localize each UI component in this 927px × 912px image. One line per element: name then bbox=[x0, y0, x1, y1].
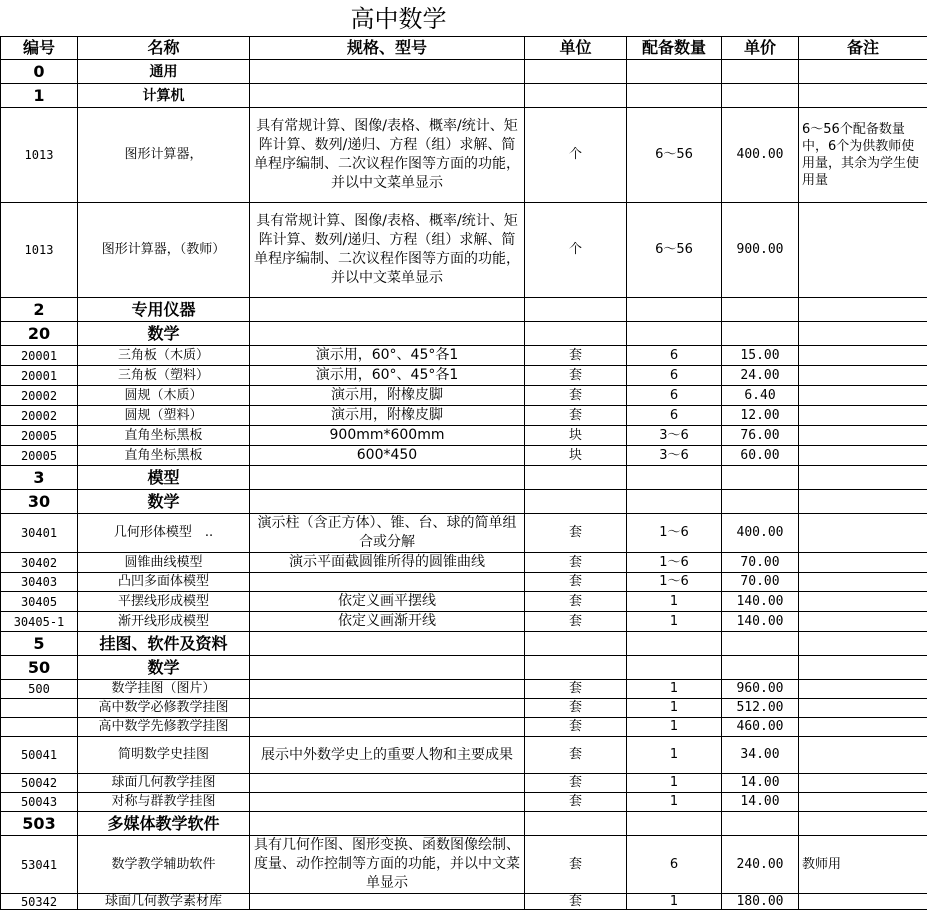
table-row bbox=[1, 553, 927, 573]
item-unit: 套 bbox=[525, 836, 627, 894]
item-qty: 6 bbox=[627, 406, 722, 426]
item-code: 20001 bbox=[1, 366, 78, 386]
item-unit: 个 bbox=[525, 203, 627, 298]
item-note bbox=[799, 680, 927, 699]
item-name: 图形计算器， bbox=[78, 108, 250, 203]
item-unit: 套 bbox=[525, 573, 627, 592]
item-note bbox=[799, 737, 927, 774]
table-row bbox=[1, 366, 927, 386]
item-code: 1013 bbox=[1, 108, 78, 203]
item-name: 数学教学辅助软件 bbox=[78, 836, 250, 894]
item-code: 20001 bbox=[1, 346, 78, 366]
item-code: 500 bbox=[1, 680, 78, 699]
item-qty: 1～6 bbox=[627, 553, 722, 573]
item-name: 简明数学史挂图 bbox=[78, 737, 250, 774]
sheet-title: 高中数学 bbox=[350, 5, 447, 33]
empty-cell bbox=[525, 60, 627, 84]
item-code bbox=[1, 718, 78, 737]
item-spec: 展示中外数学史上的重要人物和主要成果 bbox=[250, 737, 525, 774]
item-unit: 套 bbox=[525, 774, 627, 793]
empty-cell bbox=[525, 322, 627, 346]
item-code: 50043 bbox=[1, 793, 78, 812]
equipment-table bbox=[0, 36, 927, 910]
item-name: 渐开线形成模型 bbox=[78, 612, 250, 632]
item-qty: 6 bbox=[627, 836, 722, 894]
section-row bbox=[1, 490, 927, 514]
item-name: 图形计算器，（教师） bbox=[78, 203, 250, 298]
table-row bbox=[1, 592, 927, 612]
item-spec: 依定义画平摆线 bbox=[250, 592, 525, 612]
item-code: 50041 bbox=[1, 737, 78, 774]
section-row bbox=[1, 322, 927, 346]
empty-cell bbox=[799, 490, 927, 514]
item-code: 1013 bbox=[1, 203, 78, 298]
item-name: 三角板（木质） bbox=[78, 346, 250, 366]
item-qty: 1 bbox=[627, 592, 722, 612]
table-row bbox=[1, 680, 927, 699]
item-price: 240.00 bbox=[722, 836, 799, 894]
empty-cell bbox=[525, 656, 627, 680]
item-code: 30401 bbox=[1, 514, 78, 553]
section-name: 数学 bbox=[78, 656, 250, 680]
empty-cell bbox=[525, 632, 627, 656]
item-name: 高中数学必修教学挂图 bbox=[78, 699, 250, 718]
item-note bbox=[799, 426, 927, 446]
section-code: 30 bbox=[1, 490, 78, 514]
section-name: 通用 bbox=[78, 60, 250, 84]
empty-cell bbox=[250, 466, 525, 490]
empty-cell bbox=[250, 632, 525, 656]
item-name: 直角坐标黑板 bbox=[78, 426, 250, 446]
table-row bbox=[1, 386, 927, 406]
item-qty: 1 bbox=[627, 737, 722, 774]
table-row bbox=[1, 894, 927, 910]
item-unit: 个 bbox=[525, 108, 627, 203]
item-name: 几何形体模型 .. bbox=[78, 514, 250, 553]
item-price: 140.00 bbox=[722, 612, 799, 632]
table-row bbox=[1, 699, 927, 718]
item-spec: 900mm*600mm bbox=[250, 426, 525, 446]
empty-cell bbox=[627, 656, 722, 680]
item-code: 30405-1 bbox=[1, 612, 78, 632]
item-unit: 块 bbox=[525, 446, 627, 466]
item-qty: 1～6 bbox=[627, 573, 722, 592]
item-note bbox=[799, 894, 927, 910]
item-note bbox=[799, 612, 927, 632]
empty-cell bbox=[722, 84, 799, 108]
item-spec bbox=[250, 774, 525, 793]
item-note bbox=[799, 446, 927, 466]
empty-cell bbox=[627, 60, 722, 84]
section-code: 0 bbox=[1, 60, 78, 84]
item-code: 20002 bbox=[1, 386, 78, 406]
section-code: 5 bbox=[1, 632, 78, 656]
item-price: 70.00 bbox=[722, 553, 799, 573]
table-row bbox=[1, 406, 927, 426]
table-row bbox=[1, 446, 927, 466]
section-row bbox=[1, 298, 927, 322]
table-row bbox=[1, 203, 927, 298]
section-code: 20 bbox=[1, 322, 78, 346]
table-row bbox=[1, 737, 927, 774]
section-name: 专用仪器 bbox=[78, 298, 250, 322]
empty-cell bbox=[627, 466, 722, 490]
section-row bbox=[1, 466, 927, 490]
item-spec bbox=[250, 680, 525, 699]
item-code bbox=[1, 699, 78, 718]
item-note bbox=[799, 406, 927, 426]
item-note bbox=[799, 699, 927, 718]
item-price: 140.00 bbox=[722, 592, 799, 612]
item-price: 6.40 bbox=[722, 386, 799, 406]
item-spec: 具有几何作图、图形变换、函数图像绘制、度量、动作控制等方面的功能，并以中文菜单显示 bbox=[250, 836, 525, 894]
empty-cell bbox=[627, 84, 722, 108]
empty-cell bbox=[250, 298, 525, 322]
table-row bbox=[1, 718, 927, 737]
empty-cell bbox=[799, 84, 927, 108]
item-name: 球面几何教学素材库 bbox=[78, 894, 250, 910]
section-code: 3 bbox=[1, 466, 78, 490]
section-row bbox=[1, 656, 927, 680]
item-name: 圆规（木质） bbox=[78, 386, 250, 406]
item-qty: 6～56 bbox=[627, 108, 722, 203]
item-code: 30403 bbox=[1, 573, 78, 592]
section-code: 2 bbox=[1, 298, 78, 322]
empty-cell bbox=[799, 60, 927, 84]
item-price: 460.00 bbox=[722, 718, 799, 737]
item-note bbox=[799, 718, 927, 737]
item-spec: 演示用，附橡皮脚 bbox=[250, 406, 525, 426]
item-unit: 套 bbox=[525, 718, 627, 737]
item-note bbox=[799, 366, 927, 386]
table-row bbox=[1, 836, 927, 894]
table-row bbox=[1, 108, 927, 203]
empty-cell bbox=[627, 298, 722, 322]
item-qty: 1 bbox=[627, 894, 722, 910]
empty-cell bbox=[250, 490, 525, 514]
item-unit: 块 bbox=[525, 426, 627, 446]
item-name: 对称与群教学挂图 bbox=[78, 793, 250, 812]
item-unit: 套 bbox=[525, 386, 627, 406]
item-price: 512.00 bbox=[722, 699, 799, 718]
empty-cell bbox=[799, 632, 927, 656]
empty-cell bbox=[722, 298, 799, 322]
section-code: 503 bbox=[1, 812, 78, 836]
empty-cell bbox=[627, 490, 722, 514]
empty-cell bbox=[627, 812, 722, 836]
table-row bbox=[1, 612, 927, 632]
item-note bbox=[799, 514, 927, 553]
section-code: 50 bbox=[1, 656, 78, 680]
section-name: 多媒体教学软件 bbox=[78, 812, 250, 836]
item-price: 34.00 bbox=[722, 737, 799, 774]
empty-cell bbox=[525, 84, 627, 108]
header-code: 编号 bbox=[1, 37, 78, 60]
item-name: 高中数学先修教学挂图 bbox=[78, 718, 250, 737]
item-qty: 3～6 bbox=[627, 426, 722, 446]
item-spec: 600*450 bbox=[250, 446, 525, 466]
item-name: 三角板（塑料） bbox=[78, 366, 250, 386]
item-spec: 演示用，60°、45°各1 bbox=[250, 366, 525, 386]
item-price: 180.00 bbox=[722, 894, 799, 910]
item-unit: 套 bbox=[525, 793, 627, 812]
item-unit: 套 bbox=[525, 699, 627, 718]
item-price: 76.00 bbox=[722, 426, 799, 446]
header-spec: 规格、型号 bbox=[250, 37, 525, 60]
empty-cell bbox=[627, 322, 722, 346]
header-name: 名称 bbox=[78, 37, 250, 60]
section-name: 模型 bbox=[78, 466, 250, 490]
item-spec: 演示用，60°、45°各1 bbox=[250, 346, 525, 366]
item-price: 12.00 bbox=[722, 406, 799, 426]
item-spec bbox=[250, 699, 525, 718]
item-spec bbox=[250, 573, 525, 592]
item-unit: 套 bbox=[525, 737, 627, 774]
item-price: 400.00 bbox=[722, 514, 799, 553]
item-note bbox=[799, 774, 927, 793]
item-qty: 3～6 bbox=[627, 446, 722, 466]
item-qty: 6 bbox=[627, 386, 722, 406]
empty-cell bbox=[722, 490, 799, 514]
header-price: 单价 bbox=[722, 37, 799, 60]
item-qty: 1 bbox=[627, 774, 722, 793]
empty-cell bbox=[250, 656, 525, 680]
item-spec bbox=[250, 718, 525, 737]
item-note bbox=[799, 386, 927, 406]
table-row bbox=[1, 346, 927, 366]
header-note: 备注 bbox=[799, 37, 927, 60]
item-price: 14.00 bbox=[722, 774, 799, 793]
table-row bbox=[1, 573, 927, 592]
item-unit: 套 bbox=[525, 612, 627, 632]
section-name: 数学 bbox=[78, 322, 250, 346]
section-name: 挂图、软件及资料 bbox=[78, 632, 250, 656]
item-qty: 6～56 bbox=[627, 203, 722, 298]
item-qty: 6 bbox=[627, 366, 722, 386]
item-code: 20005 bbox=[1, 426, 78, 446]
item-note: 教师用 bbox=[799, 836, 927, 894]
item-price: 960.00 bbox=[722, 680, 799, 699]
empty-cell bbox=[627, 632, 722, 656]
section-row bbox=[1, 632, 927, 656]
item-note bbox=[799, 793, 927, 812]
section-row bbox=[1, 84, 927, 108]
item-spec: 演示柱（含正方体）、锥、台、球的简单组合或分解 bbox=[250, 514, 525, 553]
empty-cell bbox=[799, 322, 927, 346]
item-unit: 套 bbox=[525, 366, 627, 386]
item-name: 球面几何教学挂图 bbox=[78, 774, 250, 793]
section-name: 计算机 bbox=[78, 84, 250, 108]
empty-cell bbox=[250, 322, 525, 346]
table-row bbox=[1, 774, 927, 793]
item-code: 30405 bbox=[1, 592, 78, 612]
item-qty: 1 bbox=[627, 680, 722, 699]
item-note bbox=[799, 553, 927, 573]
item-spec bbox=[250, 793, 525, 812]
item-spec bbox=[250, 894, 525, 910]
empty-cell bbox=[525, 466, 627, 490]
empty-cell bbox=[525, 812, 627, 836]
empty-cell bbox=[722, 60, 799, 84]
empty-cell bbox=[722, 812, 799, 836]
empty-cell bbox=[250, 60, 525, 84]
empty-cell bbox=[722, 322, 799, 346]
item-name: 凸凹多面体模型 bbox=[78, 573, 250, 592]
header-row bbox=[1, 37, 927, 60]
item-spec: 依定义画渐开线 bbox=[250, 612, 525, 632]
empty-cell bbox=[722, 656, 799, 680]
table-row bbox=[1, 514, 927, 553]
header-unit: 单位 bbox=[525, 37, 627, 60]
section-code: 1 bbox=[1, 84, 78, 108]
item-unit: 套 bbox=[525, 680, 627, 699]
empty-cell bbox=[722, 632, 799, 656]
section-row bbox=[1, 60, 927, 84]
item-code: 30402 bbox=[1, 553, 78, 573]
item-code: 53041 bbox=[1, 836, 78, 894]
empty-cell bbox=[722, 466, 799, 490]
item-price: 15.00 bbox=[722, 346, 799, 366]
item-name: 圆规（塑料） bbox=[78, 406, 250, 426]
empty-cell bbox=[250, 84, 525, 108]
empty-cell bbox=[799, 656, 927, 680]
item-qty: 1 bbox=[627, 612, 722, 632]
empty-cell bbox=[799, 466, 927, 490]
empty-cell bbox=[525, 490, 627, 514]
item-spec: 演示用，附橡皮脚 bbox=[250, 386, 525, 406]
item-qty: 1～6 bbox=[627, 514, 722, 553]
empty-cell bbox=[250, 812, 525, 836]
item-note bbox=[799, 203, 927, 298]
item-code: 50042 bbox=[1, 774, 78, 793]
item-price: 60.00 bbox=[722, 446, 799, 466]
item-price: 70.00 bbox=[722, 573, 799, 592]
item-price: 400.00 bbox=[722, 108, 799, 203]
header-qty: 配备数量 bbox=[627, 37, 722, 60]
item-name: 直角坐标黑板 bbox=[78, 446, 250, 466]
item-unit: 套 bbox=[525, 514, 627, 553]
item-code: 20005 bbox=[1, 446, 78, 466]
item-price: 24.00 bbox=[722, 366, 799, 386]
item-price: 14.00 bbox=[722, 793, 799, 812]
item-unit: 套 bbox=[525, 894, 627, 910]
section-name: 数学 bbox=[78, 490, 250, 514]
item-qty: 1 bbox=[627, 718, 722, 737]
item-unit: 套 bbox=[525, 346, 627, 366]
item-name: 平摆线形成模型 bbox=[78, 592, 250, 612]
table-row bbox=[1, 426, 927, 446]
item-name: 数学挂图（图片） bbox=[78, 680, 250, 699]
item-unit: 套 bbox=[525, 553, 627, 573]
item-unit: 套 bbox=[525, 592, 627, 612]
item-code: 20002 bbox=[1, 406, 78, 426]
empty-cell bbox=[799, 812, 927, 836]
item-note bbox=[799, 573, 927, 592]
item-code: 50342 bbox=[1, 894, 78, 910]
table-row bbox=[1, 793, 927, 812]
item-spec: 具有常规计算、图像/表格、概率/统计、矩阵计算、数列/递归、方程（组）求解、简单程序编制、二次议程作图等方面的功能，并以中文菜单显示 bbox=[250, 203, 525, 298]
empty-cell bbox=[525, 298, 627, 322]
item-note bbox=[799, 346, 927, 366]
item-qty: 1 bbox=[627, 699, 722, 718]
item-spec: 具有常规计算、图像/表格、概率/统计、矩阵计算、数列/递归、方程（组）求解、简单程序编制、二次议程作图等方面的功能，并以中文菜单显示 bbox=[250, 108, 525, 203]
item-spec: 演示平面截圆锥所得的圆锥曲线 bbox=[250, 553, 525, 573]
item-name: 圆锥曲线模型 bbox=[78, 553, 250, 573]
item-note bbox=[799, 592, 927, 612]
item-note: 6～56个配备数量中，6个为供教师使用量，其余为学生使用量 bbox=[799, 108, 927, 203]
empty-cell bbox=[799, 298, 927, 322]
item-unit: 套 bbox=[525, 406, 627, 426]
item-qty: 6 bbox=[627, 346, 722, 366]
item-price: 900.00 bbox=[722, 203, 799, 298]
item-qty: 1 bbox=[627, 793, 722, 812]
section-row bbox=[1, 812, 927, 836]
